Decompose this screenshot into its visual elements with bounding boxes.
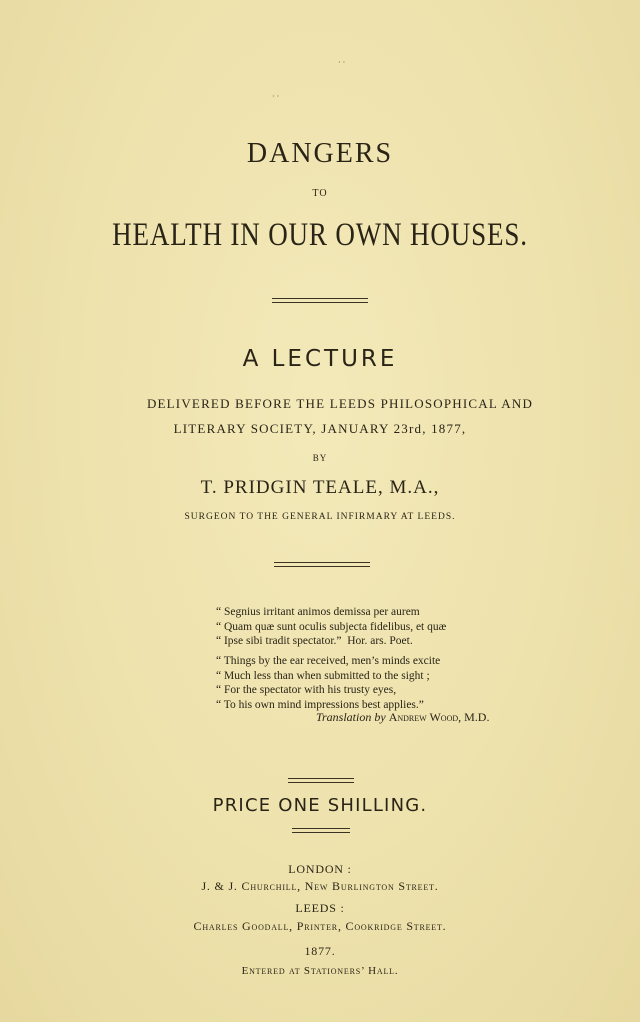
lecture-heading: A LECTURE	[242, 346, 398, 372]
double-rule	[288, 778, 354, 783]
translation-credit	[316, 710, 489, 725]
imprint-publisher-london: J. & J. Churchill, New Burlington Street.	[201, 879, 439, 893]
imprint-city-leeds: LEEDS :	[295, 901, 345, 915]
english-quote: “ Things by the ear received, men’s minds excite “ Much less than when submitted to the sight ; “ For the spectator with his trusty eyes, “ To his own mind impressions best applies.”	[216, 655, 441, 711]
author-name: T. PRIDGIN TEALE, M.A.,	[200, 477, 440, 498]
title-to: TO	[312, 188, 328, 199]
title-dangers: DANGERS	[246, 138, 394, 169]
imprint-printer-leeds: Charles Goodall, Printer, Cookridge Street.	[193, 919, 447, 933]
ink-speck: · ·	[338, 58, 346, 67]
by-label: BY	[312, 453, 328, 463]
author-title: SURGEON TO THE GENERAL INFIRMARY AT LEEDS.	[184, 512, 456, 522]
translator-name: Andrew Wood, M.D.	[388, 710, 490, 724]
imprint-entered: Entered at Stationers’ Hall.	[241, 965, 399, 977]
latin-quote: “ Segnius irritant animos demissa per aurem “ Quam quæ sunt oculis subjecta fidelibus, et quæ “ Ipse sibi tradit spectator.” Hor. ars. Poet.	[216, 606, 447, 647]
double-rule	[292, 828, 350, 833]
price-line: PRICE ONE SHILLING.	[212, 795, 428, 816]
double-rule	[272, 298, 368, 303]
title-health: HEALTH IN OUR OWN HOUSES.	[112, 217, 528, 253]
imprint-year: 1877.	[304, 944, 336, 958]
delivered-line-1: DELIVERED BEFORE THE LEEDS PHILOSOPHICAL AND	[146, 396, 534, 411]
delivered-line-2: LITERARY SOCIETY, JANUARY 23rd, 1877,	[173, 421, 467, 436]
translation-prefix: Translation by	[316, 710, 386, 724]
ink-speck: · ·	[272, 92, 280, 101]
imprint-city-london: LONDON :	[288, 862, 352, 876]
double-rule	[274, 562, 370, 567]
